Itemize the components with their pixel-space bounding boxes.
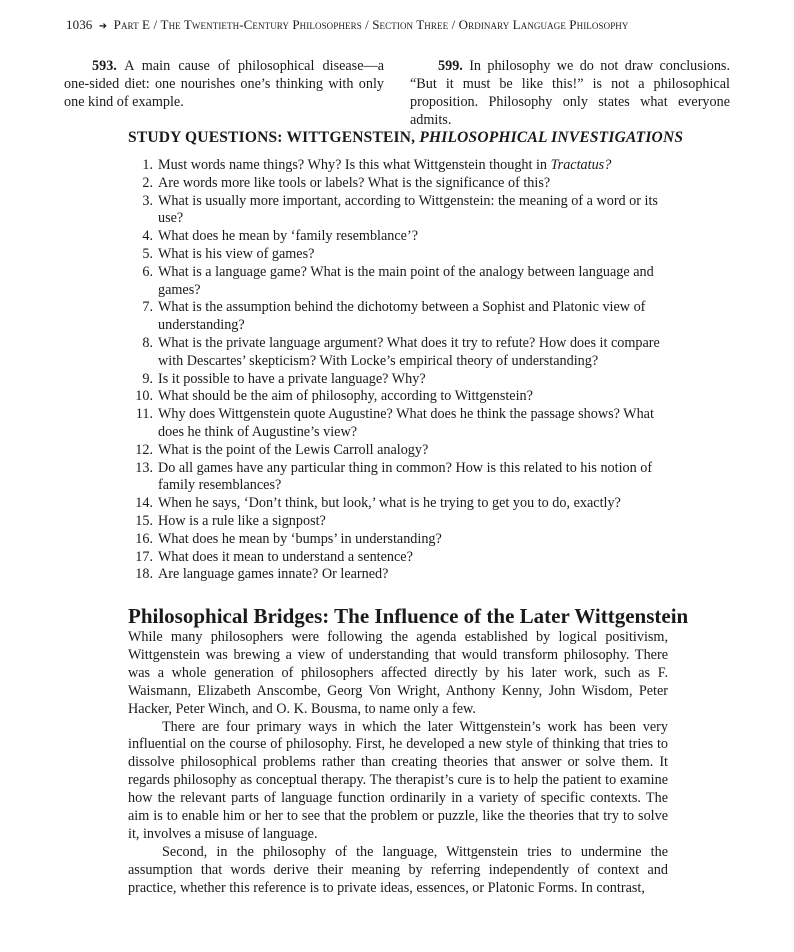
question-text: What is the assumption behind the dichotomy between a Sophist and Platonic view of understanding? bbox=[158, 299, 646, 334]
aphorism-number: 593. bbox=[92, 58, 117, 74]
study-questions-heading-title: PHILOSOPHICAL INVESTIGATIONS bbox=[419, 129, 684, 146]
book-section-label: The Twentieth-Century Philosophers bbox=[160, 17, 362, 32]
question-text: How is a rule like a signpost? bbox=[158, 512, 326, 529]
body-paragraph: While many philosophers were following the agenda established by logical positivism, Wittgenstein was brewing a view of understanding that would transform philosophy. There was a whole generation of philosophers affected directly by his later work, such as F. Waismann, Elizabeth Anscombe, Georg Von Wright, Anthony Kenny, John Wisdom, Peter Hacker, Peter Winch, and O. K. Bousma, to name only a few. bbox=[128, 629, 668, 717]
arrow-icon: ➜ bbox=[98, 21, 108, 32]
question-text: Do all games have any particular thing in common? How is this related to his notion of family resemblances? bbox=[158, 459, 653, 494]
question-text: What is the point of the Lewis Carroll analogy? bbox=[158, 441, 429, 458]
question-text-italic: Tractatus? bbox=[550, 157, 612, 173]
question-number: 11. bbox=[135, 406, 153, 423]
section-label: / Section Three bbox=[365, 17, 449, 32]
aphorism-593 bbox=[64, 57, 384, 111]
chapter-label: Ordinary Language Philosophy bbox=[458, 17, 629, 32]
question-number: 8. bbox=[142, 334, 153, 351]
question-item bbox=[128, 335, 668, 371]
question-number: 12. bbox=[135, 441, 153, 458]
question-text: What is usually more important, according to Wittgenstein: the meaning of a word or its use? bbox=[158, 192, 658, 227]
question-number: 5. bbox=[142, 245, 153, 262]
question-text: When he says, ‘Don’t think, but look,’ what is he trying to get you to do, exactly? bbox=[158, 495, 621, 512]
question-number: 3. bbox=[142, 192, 153, 209]
question-item bbox=[128, 264, 668, 300]
question-text: What is a language game? What is the main point of the analogy between language and games? bbox=[158, 263, 654, 298]
question-item bbox=[128, 246, 668, 264]
question-text: What is his view of games? bbox=[158, 245, 315, 262]
aphorism-text: In philosophy we do not draw conclusions. “But it must be like this!” is not a philosophical proposition. Philosophy only states what everyone admits. bbox=[410, 58, 730, 128]
question-item bbox=[128, 495, 668, 513]
question-number: 6. bbox=[142, 263, 153, 280]
question-text: Why does Wittgenstein quote Augustine? What does he think the passage shows? What does he think of Augustine’s view? bbox=[158, 406, 654, 440]
question-number: 16. bbox=[135, 530, 153, 547]
question-number: 7. bbox=[142, 299, 153, 316]
study-questions-heading-prefix: STUDY QUESTIONS: WITTGENSTEIN, bbox=[128, 129, 416, 146]
question-item bbox=[128, 531, 668, 549]
question-number: 15. bbox=[135, 512, 153, 529]
question-item bbox=[128, 193, 668, 229]
section-body bbox=[128, 629, 668, 898]
question-item bbox=[128, 442, 668, 460]
body-paragraph: Second, in the philosophy of the language, Wittgenstein tries to undermine the assumption that words derive their meaning by referring independently of context and practice, whether this reference is to private ideas, essences, or Platonic Forms. In contrast, bbox=[128, 843, 668, 896]
question-item bbox=[128, 513, 668, 531]
part-label: Part E bbox=[113, 17, 151, 32]
question-text-part: Must words name things? Why? Is this what Wittgenstein thought in bbox=[158, 157, 551, 173]
question-item bbox=[128, 157, 668, 175]
question-number: 18. bbox=[135, 566, 153, 583]
question-number: 1. bbox=[142, 157, 153, 173]
header-separator: / bbox=[153, 17, 158, 32]
aphorism-paragraph bbox=[64, 57, 384, 111]
question-item bbox=[128, 175, 668, 193]
question-item bbox=[128, 566, 668, 584]
question-item bbox=[128, 228, 668, 246]
aphorism-number: 599. bbox=[438, 58, 463, 74]
question-text: Is it possible to have a private language? Why? bbox=[158, 370, 426, 387]
running-header bbox=[66, 17, 730, 33]
question-item bbox=[128, 549, 668, 567]
question-number: 13. bbox=[135, 459, 153, 476]
question-text: Are language games innate? Or learned? bbox=[158, 566, 389, 583]
question-number: 4. bbox=[142, 228, 153, 245]
question-number: 2. bbox=[142, 174, 153, 191]
study-questions-heading bbox=[128, 129, 688, 147]
question-text: What does he mean by ‘bumps’ in understanding? bbox=[158, 530, 442, 547]
question-item bbox=[128, 460, 668, 496]
question-text bbox=[153, 157, 668, 175]
page-number: 1036 bbox=[66, 17, 93, 32]
study-questions-list bbox=[128, 157, 668, 584]
aphorism-text: A main cause of philosophical disease—a one-sided diet: one nourishes one’s thinking with only one kind of example. bbox=[64, 58, 384, 110]
body-paragraph: There are four primary ways in which the later Wittgenstein’s work has been very influential on the course of philosophy. First, he developed a new style of thinking that tries to dissolve philosophical problems rather than creating theories that answer or solve them. It regards philosophy as conceptual therapy. The therapist’s cure is to help the patient to examine how the relevant parts of language function ordinarily in a variety of specific contexts. The aim is to enable him or her to see that the problem or puzzle, like the theories that try to solve it, involves a misuse of language. bbox=[128, 718, 668, 842]
question-number: 10. bbox=[135, 388, 153, 405]
question-text: Are words more like tools or labels? What is the significance of this? bbox=[158, 174, 551, 191]
section-heading: Philosophical Bridges: The Influence of the Later Wittgenstein bbox=[128, 604, 689, 628]
question-text: What does it mean to understand a sentence? bbox=[158, 548, 413, 565]
question-item bbox=[128, 371, 668, 389]
question-number: 9. bbox=[142, 370, 153, 387]
question-item bbox=[128, 299, 668, 335]
header-separator: / bbox=[451, 17, 456, 32]
question-text: What should be the aim of philosophy, according to Wittgenstein? bbox=[158, 388, 533, 405]
question-item bbox=[128, 388, 668, 406]
question-text: What is the private language argument? What does it try to refute? How does it compare with Descartes’ skepticism? With Locke’s empirical theory of understanding? bbox=[158, 334, 660, 369]
question-number: 14. bbox=[135, 495, 153, 512]
question-number: 17. bbox=[135, 548, 153, 565]
aphorism-599 bbox=[410, 57, 730, 129]
question-item bbox=[128, 406, 668, 442]
question-text: What does he mean by ‘family resemblance’? bbox=[158, 228, 418, 245]
aphorism-paragraph bbox=[410, 57, 730, 129]
